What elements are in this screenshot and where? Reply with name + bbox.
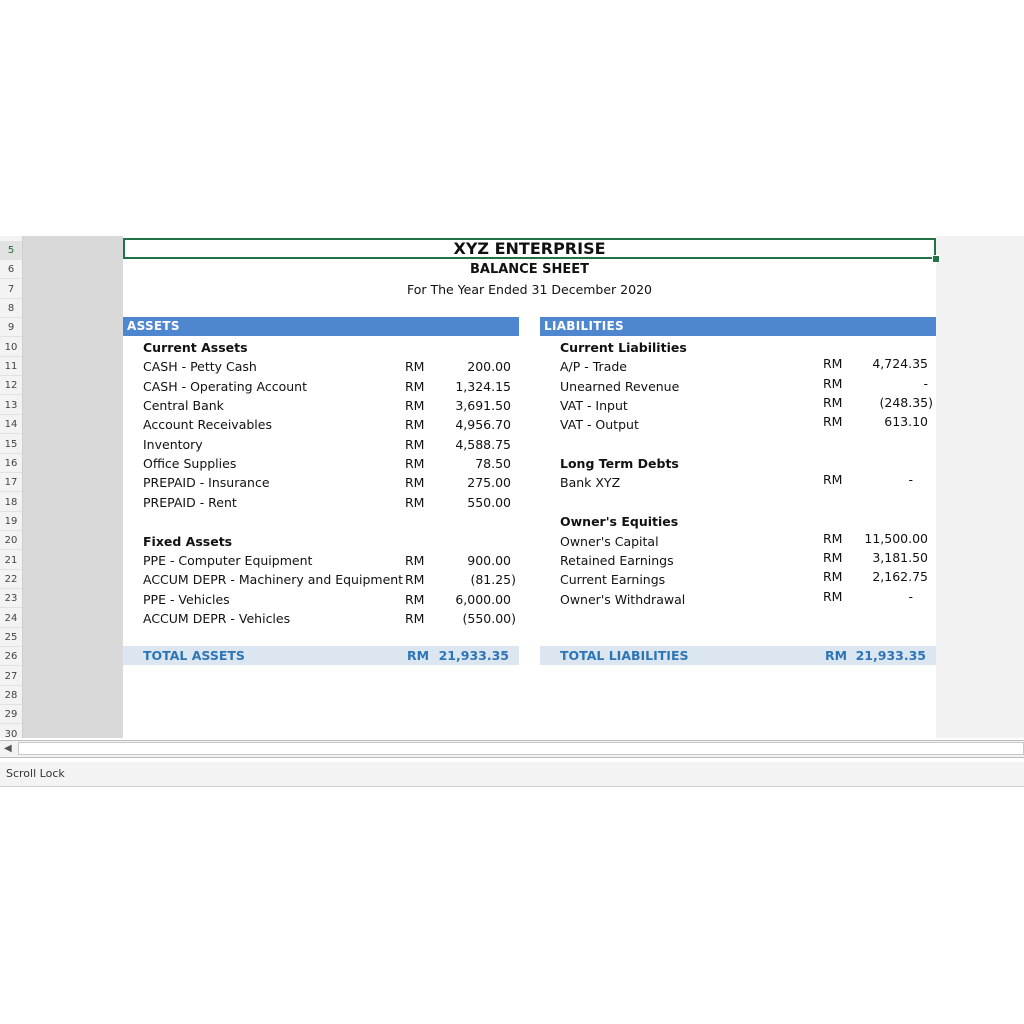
liability-item-amount: (248.35) — [879, 395, 933, 411]
equity-item-label: Owner's Withdrawal — [560, 591, 686, 607]
equity-item-label: Current Earnings — [560, 572, 666, 588]
row-number[interactable]: 25 — [0, 628, 22, 647]
currency-label: RM — [405, 552, 425, 568]
equity-item-amount: 3,181.50 — [872, 549, 928, 565]
currency-label: RM — [823, 395, 843, 411]
asset-item-label: Inventory — [143, 436, 203, 452]
currency-label: RM — [823, 414, 843, 430]
row-number[interactable]: 5 — [0, 241, 22, 260]
statement-title: BALANCE SHEET — [469, 262, 589, 277]
asset-item-label: Office Supplies — [143, 456, 237, 472]
asset-item-label: PPE - Vehicles — [143, 591, 230, 607]
asset-item-amount: 4,588.75 — [455, 436, 511, 452]
company-name: XYZ ENTERPRISE — [453, 239, 606, 258]
total-assets-currency: RM — [407, 647, 430, 663]
currency-label: RM — [823, 549, 843, 565]
asset-item-label: PPE - Computer Equipment — [143, 552, 313, 568]
asset-item-amount: (81.25) — [470, 572, 516, 588]
asset-item-label: ACCUM DEPR - Machinery and Equipment — [143, 572, 404, 588]
row-number[interactable]: 16 — [0, 454, 22, 473]
currency-label: RM — [405, 456, 425, 472]
row-number[interactable]: 29 — [0, 705, 22, 724]
row-number[interactable]: 14 — [0, 415, 22, 434]
row-number[interactable]: 6 — [0, 260, 22, 279]
currency-label: RM — [823, 472, 843, 488]
long-term-debts-title: Long Term Debts — [560, 456, 679, 472]
total-liabilities-label: TOTAL LIABILITIES — [560, 647, 689, 663]
grey-margin-right — [936, 236, 1024, 738]
currency-label: RM — [823, 530, 843, 546]
liabilities-header-band: LIABILITIES — [540, 317, 936, 336]
row-number[interactable]: 13 — [0, 396, 22, 415]
currency-label: RM — [405, 610, 425, 626]
row-number[interactable]: 30 — [0, 725, 22, 738]
asset-item-label: Account Receivables — [143, 417, 272, 433]
row-number[interactable]: 7 — [0, 280, 22, 299]
liability-item-label: Unearned Revenue — [560, 378, 680, 394]
asset-item-label: PREPAID - Rent — [143, 494, 237, 510]
currency-label: RM — [405, 378, 425, 394]
row-number[interactable]: 28 — [0, 686, 22, 705]
total-liabilities-amount: 21,933.35 — [855, 647, 926, 663]
total-assets-amount: 21,933.35 — [438, 647, 509, 663]
row-number[interactable]: 17 — [0, 473, 22, 492]
asset-item-label: PREPAID - Insurance — [143, 475, 270, 491]
equity-item-amount: 2,162.75 — [872, 569, 928, 585]
currency-label: RM — [405, 359, 425, 375]
asset-item-label: CASH - Petty Cash — [143, 359, 257, 375]
equity-item-amount: 11,500.00 — [864, 530, 928, 546]
scroll-lock-indicator: Scroll Lock — [6, 767, 65, 780]
grey-margin-left — [23, 236, 123, 738]
equity-item-amount: - — [908, 588, 913, 604]
asset-item-amount: 275.00 — [467, 475, 511, 491]
currency-label: RM — [405, 572, 425, 588]
currency-label: RM — [405, 494, 425, 510]
currency-label: RM — [823, 588, 843, 604]
currency-label: RM — [823, 569, 843, 585]
asset-item-amount: 78.50 — [475, 456, 511, 472]
asset-item-amount: (550.00) — [462, 610, 516, 626]
assets-header-band: ASSETS — [123, 317, 519, 336]
liability-item-label: VAT - Output — [560, 417, 639, 433]
currency-label: RM — [405, 591, 425, 607]
currency-label: RM — [823, 375, 843, 391]
fixed-assets-title: Fixed Assets — [143, 533, 233, 549]
asset-item-amount: 900.00 — [467, 552, 511, 568]
current-assets-title: Current Assets — [143, 340, 248, 355]
currency-label: RM — [405, 475, 425, 491]
liability-item-label: Bank XYZ — [560, 475, 621, 491]
asset-item-amount: 6,000.00 — [455, 591, 511, 607]
asset-item-label: CASH - Operating Account — [143, 378, 308, 394]
currency-label: RM — [405, 398, 425, 414]
row-number[interactable]: 26 — [0, 647, 22, 666]
currency-label: RM — [405, 417, 425, 433]
liability-item-amount: 4,724.35 — [872, 356, 928, 372]
row-number[interactable]: 20 — [0, 531, 22, 550]
scrollbar-track[interactable] — [18, 742, 1024, 755]
row-number[interactable]: 12 — [0, 376, 22, 395]
asset-item-amount: 3,691.50 — [455, 398, 511, 414]
currency-label: RM — [823, 356, 843, 372]
current-liabilities-title: Current Liabilities — [560, 340, 687, 355]
status-bar — [0, 762, 1024, 787]
row-number[interactable]: 15 — [0, 435, 22, 454]
liability-item-label: A/P - Trade — [560, 359, 627, 375]
currency-label: RM — [405, 436, 425, 452]
owners-equities-title: Owner's Equities — [560, 514, 679, 530]
liability-item-label: VAT - Input — [560, 398, 628, 414]
asset-item-amount: 200.00 — [467, 359, 511, 375]
spreadsheet-grid[interactable] — [0, 236, 1024, 738]
row-number[interactable]: 24 — [0, 609, 22, 628]
equity-item-label: Owner's Capital — [560, 533, 659, 549]
liability-item-amount: 613.10 — [884, 414, 928, 430]
total-liabilities-currency: RM — [825, 647, 848, 663]
statement-period: For The Year Ended 31 December 2020 — [406, 282, 652, 297]
liability-item-amount: - — [923, 375, 928, 391]
asset-item-label: Central Bank — [143, 398, 224, 414]
row-number[interactable]: 22 — [0, 570, 22, 589]
row-number[interactable]: 21 — [0, 551, 22, 570]
row-number[interactable]: 23 — [0, 589, 22, 608]
row-number[interactable]: 11 — [0, 357, 22, 376]
equity-item-label: Retained Earnings — [560, 552, 674, 568]
asset-item-amount: 1,324.15 — [455, 378, 511, 394]
row-number[interactable]: 18 — [0, 493, 22, 512]
row-number[interactable]: 9 — [0, 318, 22, 337]
scroll-left-icon[interactable]: ◀ — [4, 743, 12, 754]
asset-item-amount: 550.00 — [467, 494, 511, 510]
asset-item-label: ACCUM DEPR - Vehicles — [143, 610, 291, 626]
row-number[interactable]: 27 — [0, 667, 22, 686]
liability-item-amount: - — [908, 472, 913, 488]
row-number[interactable]: 10 — [0, 338, 22, 357]
row-number[interactable]: 8 — [0, 299, 22, 318]
total-assets-label: TOTAL ASSETS — [143, 647, 245, 663]
horizontal-scrollbar[interactable] — [0, 740, 1024, 758]
row-number[interactable]: 19 — [0, 512, 22, 531]
asset-item-amount: 4,956.70 — [455, 417, 511, 433]
